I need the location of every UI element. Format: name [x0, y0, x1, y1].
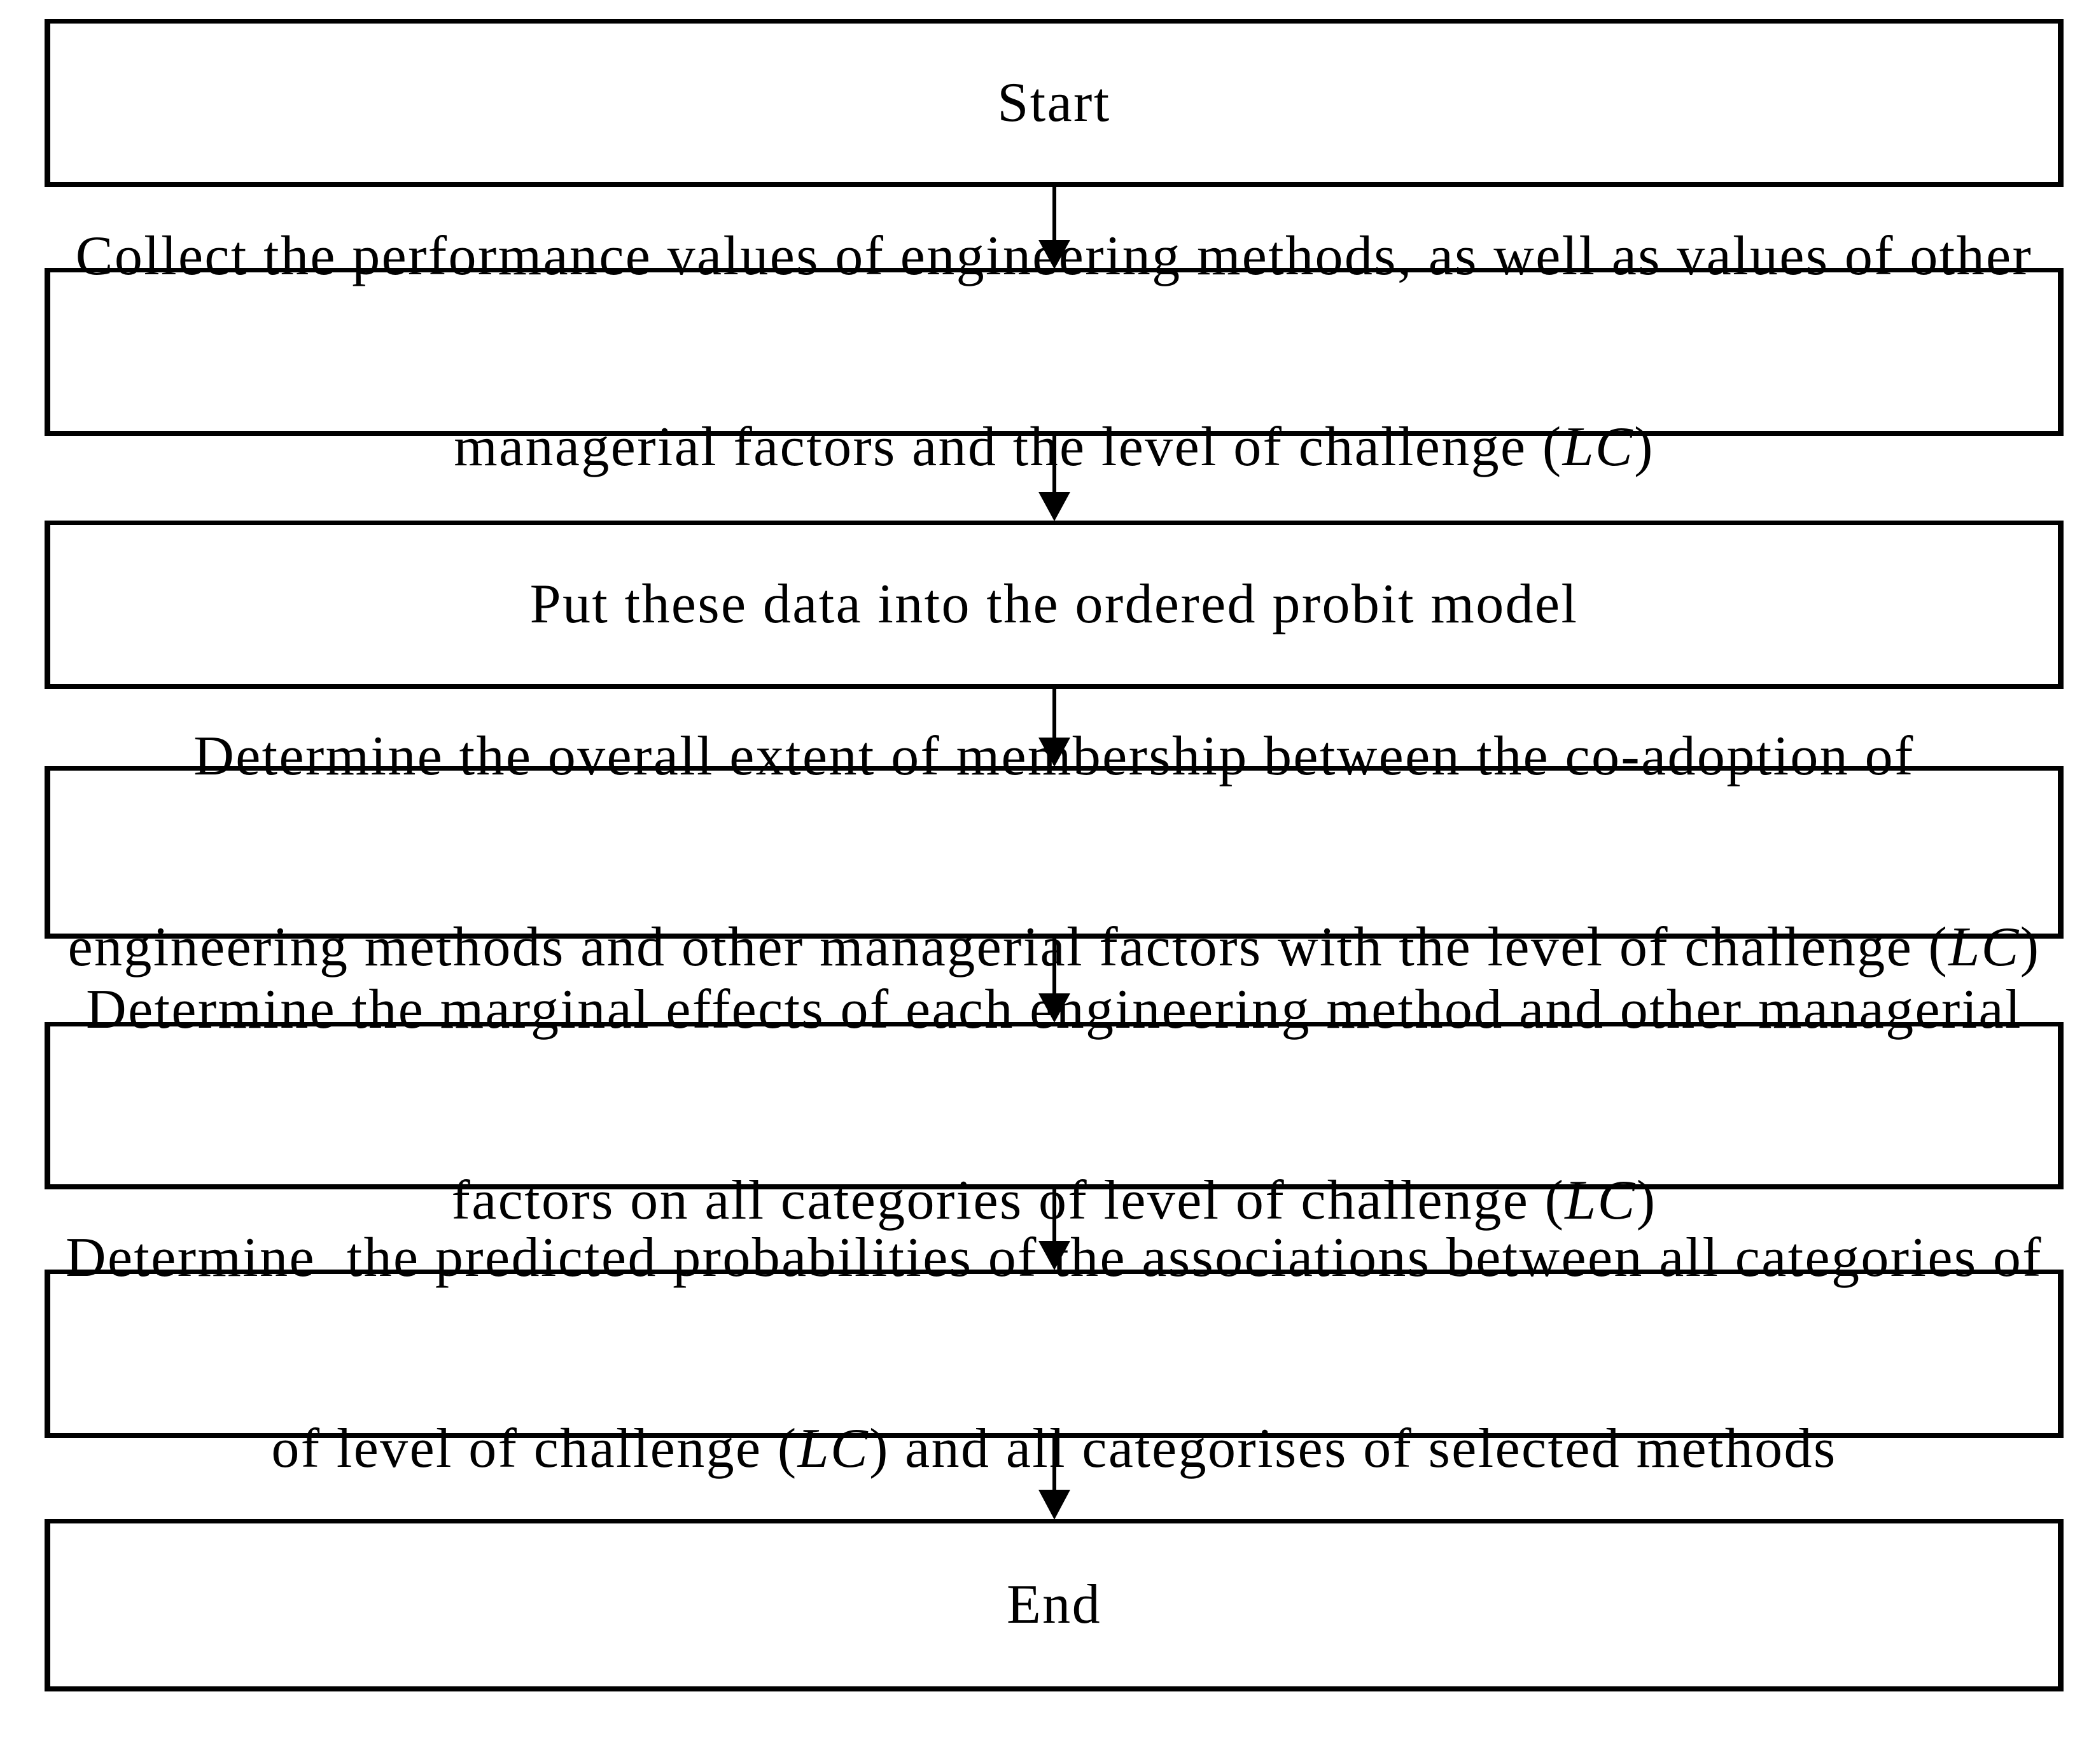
italic-abbreviation: LC — [1948, 916, 2020, 978]
text-segment: End — [1007, 1574, 1101, 1635]
text-segment: ) — [2020, 916, 2041, 978]
text-segment: Start — [997, 71, 1111, 134]
step-line — [68, 725, 2041, 788]
text-segment: factors on all categories of level of challenge ( — [451, 1170, 1565, 1231]
text-segment: Collect the performance values of engineering methods, as well as values of other — [75, 225, 2033, 287]
flow-step-end — [45, 1519, 2064, 1691]
text-segment: Put these data into the ordered probit model — [529, 573, 1579, 635]
text-segment: ) and all categorises of selected methods — [869, 1418, 1837, 1480]
text-segment: of level of challenge ( — [271, 1418, 798, 1480]
step-line — [66, 1226, 2043, 1290]
step-line — [76, 225, 2032, 288]
step-line — [86, 978, 2022, 1042]
text-segment: ) — [1634, 416, 1654, 478]
text-segment: Determine the marginal effects of each engineering method and other managerial — [86, 979, 2022, 1040]
flow-step-predicted-probabilities — [45, 1227, 2064, 1480]
italic-abbreviation: LC — [797, 1418, 870, 1480]
italic-abbreviation: LC — [1565, 1170, 1637, 1231]
text-segment: Determine the predicted probabilities of the associations between all categories of — [66, 1227, 2043, 1289]
italic-abbreviation: LC — [1562, 416, 1635, 478]
text-segment: managerial factors and the level of challenge ( — [454, 416, 1563, 478]
text-segment: engineering methods and other managerial factors with the level of challenge ( — [67, 916, 1949, 978]
step-text — [994, 1446, 1114, 1764]
flow-step-collect — [45, 225, 2064, 478]
step-line — [1007, 1573, 1101, 1637]
text-segment: ) — [1636, 1170, 1657, 1231]
text-segment: Determine the overall extent of membership between the co-adoption of — [193, 725, 1915, 787]
